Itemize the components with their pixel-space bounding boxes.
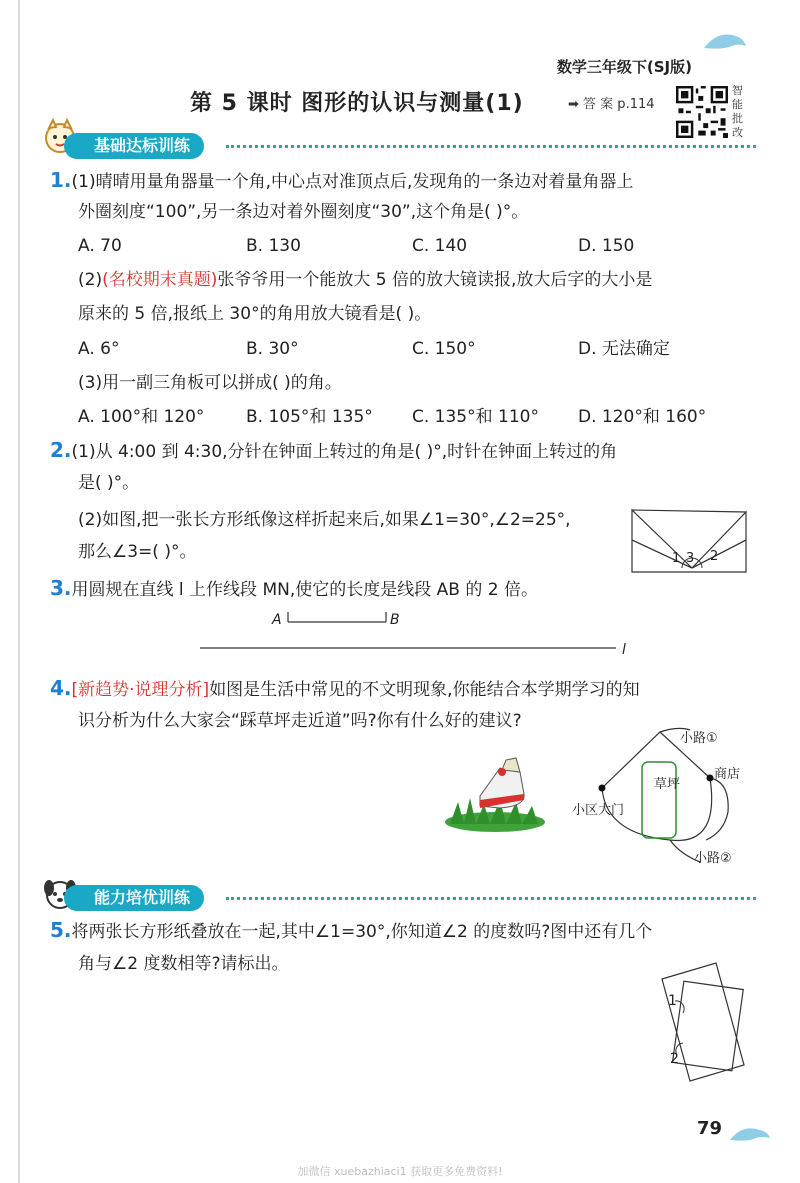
q1-part3-line1: (3)用一副三角板可以拼成( )的角。 bbox=[78, 373, 342, 393]
subject-label: 数学三年级下(SJ版) bbox=[556, 58, 692, 76]
segment-ab-and-line-l bbox=[200, 604, 640, 660]
folded-paper-figure bbox=[630, 500, 748, 576]
page-number: 79 bbox=[696, 1118, 722, 1139]
trend-tag: [新趋势·说理分析] bbox=[71, 680, 210, 700]
q5-number: 5. bbox=[50, 918, 72, 942]
section-divider bbox=[226, 897, 756, 900]
page-title: 第 5 课时 图形的认识与测量(1) bbox=[190, 91, 524, 116]
section-divider bbox=[226, 145, 756, 148]
qr-code[interactable] bbox=[676, 86, 728, 138]
road2-label: 小路② bbox=[694, 851, 732, 866]
option-d: D. 无法确定 bbox=[578, 339, 670, 359]
dolphin-icon bbox=[700, 28, 750, 54]
q2-part1-line2: 是( )°。 bbox=[78, 473, 140, 493]
gate-label: 小区大门 bbox=[572, 803, 625, 818]
road1-label: 小路① bbox=[680, 731, 718, 746]
point-a-label: A bbox=[272, 612, 282, 628]
q5-line2: 角与∠2 度数相等?请标出。 bbox=[78, 954, 289, 974]
q1-part1-line2: 外圈刻度“100”,另一条边对着外圈刻度“30”,这个角是( )°。 bbox=[78, 202, 529, 222]
option-a: A. 100°和 120° bbox=[78, 407, 205, 427]
lawn-map-figure bbox=[560, 722, 760, 872]
option-a: A. 6° bbox=[78, 339, 120, 359]
exam-tag: (名校期末真题) bbox=[102, 270, 218, 290]
shop-label: 商店 bbox=[714, 767, 741, 782]
option-b: B. 30° bbox=[246, 339, 299, 359]
q4-number: 4. bbox=[50, 676, 72, 700]
q1-part1-line1: 1.(1)晴晴用量角器量一个角,中心点对准顶点后,发现角的一条边对着量角器上 bbox=[50, 168, 634, 192]
q2-part2-line1: (2)如图,把一张长方形纸像这样折起来后,如果∠1=30°,∠2=25°, bbox=[78, 510, 571, 530]
lawn-label: 草坪 bbox=[654, 777, 681, 792]
q2-part2-line2: 那么∠3=( )°。 bbox=[78, 542, 197, 562]
q1-number: 1. bbox=[50, 168, 72, 192]
option-d: D. 150 bbox=[578, 236, 635, 256]
shoe-on-grass-illustration bbox=[440, 754, 550, 834]
q3-text: 3.用圆规在直线 l 上作线段 MN,使它的长度是线段 AB 的 2 倍。 bbox=[50, 576, 538, 600]
option-c: C. 135°和 110° bbox=[412, 407, 539, 427]
line-l-label: l bbox=[622, 642, 626, 658]
answer-ref-text: 答 案 p.114 bbox=[583, 97, 655, 112]
q4-line2: 识分析为什么大家会“踩草坪走近道”吗?你有什么好的建议? bbox=[78, 711, 522, 731]
option-d: D. 120°和 160° bbox=[578, 407, 707, 427]
angle-2-label: 2 bbox=[670, 1051, 679, 1067]
q3-number: 3. bbox=[50, 576, 72, 600]
q1-part2-line1: (2)(名校期末真题)张爷爷用一个能放大 5 倍的放大镜读报,放大后字的大小是 bbox=[78, 270, 653, 290]
qr-label: 智能批改 bbox=[732, 84, 743, 139]
arrow-right-icon: ➡ bbox=[568, 97, 579, 112]
q5-line1: 5.将两张长方形纸叠放在一起,其中∠1=30°,你知道∠2 的度数吗?图中还有几个 bbox=[50, 918, 653, 942]
angle-label: 2 bbox=[710, 549, 719, 564]
footer-watermark: 加微信 xuebazhiaci1 获取更多免费资料! bbox=[297, 1165, 503, 1178]
point-b-label: B bbox=[390, 612, 400, 628]
option-c: C. 140 bbox=[412, 236, 468, 256]
angle-label: 1 bbox=[672, 551, 681, 566]
option-a: A. 70 bbox=[78, 236, 122, 256]
q1-part2-line2: 原来的 5 倍,报纸上 30°的角用放大镜看是( )。 bbox=[78, 304, 432, 324]
option-b: B. 130 bbox=[246, 236, 301, 256]
answer-ref bbox=[568, 93, 655, 112]
section-banner-advanced: 能力培优训练 bbox=[64, 885, 204, 911]
angle-label: 3 bbox=[686, 551, 695, 566]
option-c: C. 150° bbox=[412, 339, 476, 359]
overlapping-rectangles-figure bbox=[650, 955, 750, 1085]
section-banner-basic: 基础达标训练 bbox=[64, 133, 204, 159]
q4-line1: 4.[新趋势·说理分析]如图是生活中常见的不文明现象,你能结合本学期学习的知 bbox=[50, 676, 640, 700]
dolphin-icon bbox=[726, 1122, 772, 1146]
page-edge bbox=[18, 0, 20, 1183]
angle-1-label: 1 bbox=[668, 993, 677, 1009]
q2-part1-line1: 2.(1)从 4:00 到 4:30,分针在钟面上转过的角是( )°,时针在钟面上转过的角 bbox=[50, 438, 618, 462]
q2-number: 2. bbox=[50, 438, 72, 462]
option-b: B. 105°和 135° bbox=[246, 407, 373, 427]
